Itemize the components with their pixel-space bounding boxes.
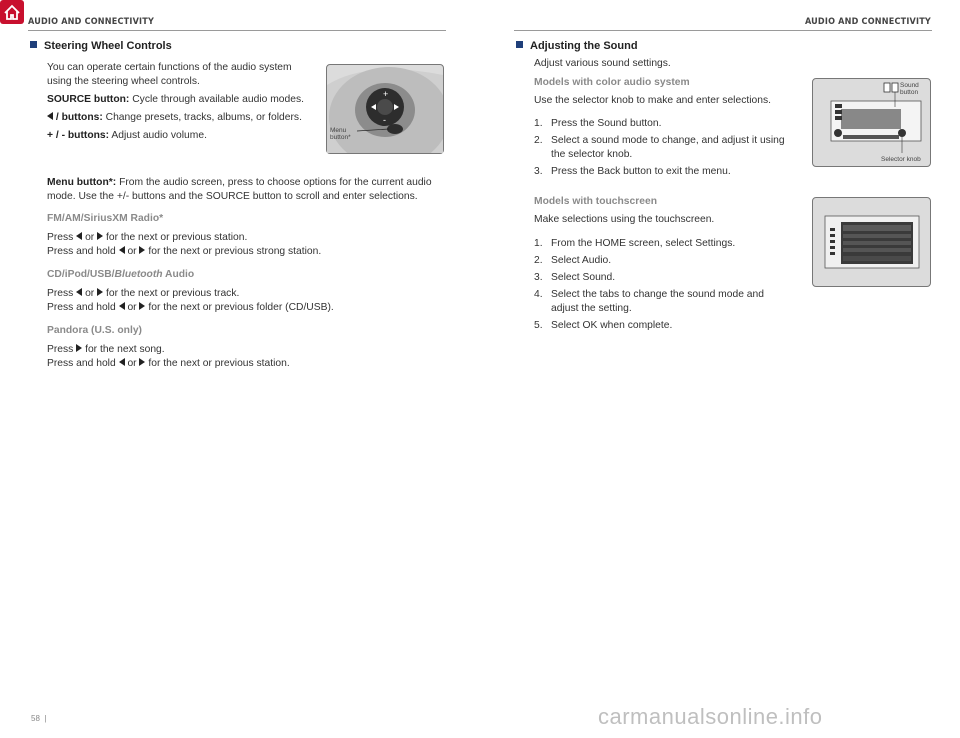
page-number-left: 58 | (31, 714, 47, 723)
right-arrow-icon (139, 302, 145, 310)
touch-step: 4. Select the tabs to change the sound mode and adjust the setting. (534, 289, 764, 314)
touch-step: 2. Select Audio. (534, 255, 612, 266)
bullet-icon (30, 41, 37, 48)
radio-heading: FM/AM/SiriusXM Radio* (47, 213, 164, 224)
touch-step: 5. Select OK when complete. (534, 320, 673, 331)
header-divider-left (28, 30, 446, 31)
touch-steps (534, 237, 794, 336)
right-arrow-icon (139, 246, 145, 254)
pandora-line-1: Press for the next song. (47, 344, 165, 355)
radio-block (47, 231, 445, 259)
right-arrow-icon (97, 288, 103, 296)
left-arrow-icon (119, 302, 125, 310)
touch-step: 1. From the HOME screen, select Settings. (534, 238, 736, 249)
sound-intro: Adjust various sound settings. (534, 58, 671, 69)
pandora-block (47, 343, 445, 371)
right-arrow-icon (139, 358, 145, 366)
touchscreen-illustration (813, 198, 930, 286)
color-steps (534, 117, 794, 182)
header-divider-right (514, 30, 932, 31)
right-arrow-icon (97, 232, 103, 240)
menu-button-caption: Menu button* (330, 127, 351, 141)
left-arrow-icon (47, 112, 53, 120)
steering-wheel-figure (326, 64, 444, 154)
color-step: 2. Select a sound mode to change, and adjust it using the selector knob. (534, 135, 785, 160)
menu-desc: Menu button*: From the audio screen, press to choose options for the current audio mode. Use the +/- buttons and the SOURCE button to scroll and enter selections. (47, 177, 432, 202)
pandora-heading: Pandora (U.S. only) (47, 325, 142, 336)
header-right: AUDIO AND CONNECTIVITY (804, 17, 931, 27)
watermark: carmanualsonline.info (598, 704, 823, 729)
steering-intro-block (47, 61, 312, 143)
bullet-icon (516, 41, 523, 48)
section-title-sound: Adjusting the Sound (516, 40, 638, 52)
touch-intro: Make selections using the touchscreen. (534, 214, 715, 225)
radio-line-1: Press or for the next or previous station. (47, 232, 248, 243)
cd-heading: CD/iPod/USB/Bluetooth Audio (47, 269, 195, 280)
touch-step: 3. Select Sound. (534, 272, 616, 283)
selector-knob-caption: Selector knob (881, 156, 921, 163)
color-audio-figure (812, 78, 931, 167)
right-arrow-icon (76, 344, 82, 352)
cd-line-2: Press and hold or for the next or previous folder (CD/USB). (47, 302, 334, 313)
sound-button-caption: Sound button (900, 82, 919, 96)
color-step: 3. Press the Back button to exit the menu. (534, 166, 731, 177)
left-arrow-icon (119, 358, 125, 366)
svg-text:+: + (383, 89, 389, 99)
radio-line-2: Press and hold or for the next or previous strong station. (47, 246, 322, 257)
touchscreen-figure (812, 197, 931, 287)
left-arrow-icon (76, 288, 82, 296)
menu-desc-block (47, 176, 445, 204)
pandora-line-2: Press and hold or for the next or previous station. (47, 358, 290, 369)
plusminus-desc: + / - buttons: Adjust audio volume. (47, 130, 207, 141)
svg-text:-: - (383, 115, 386, 125)
source-desc: SOURCE button: Cycle through available audio modes. (47, 94, 304, 105)
header-left: AUDIO AND CONNECTIVITY (28, 17, 155, 27)
section-title-steering: Steering Wheel Controls (30, 40, 172, 52)
cd-block (47, 287, 445, 315)
color-intro: Use the selector knob to make and enter selections. (534, 95, 771, 106)
steering-intro: You can operate certain functions of the audio system using the steering wheel controls. (47, 62, 292, 87)
cd-line-1: Press or for the next or previous track. (47, 288, 240, 299)
arrows-desc: / buttons: Change presets, tracks, albums, or folders. (47, 111, 312, 125)
home-icon[interactable] (0, 0, 24, 24)
touch-heading: Models with touchscreen (534, 196, 658, 207)
left-arrow-icon (119, 246, 125, 254)
color-heading: Models with color audio system (534, 77, 690, 88)
color-step: 1. Press the Sound button. (534, 118, 662, 129)
left-arrow-icon (76, 232, 82, 240)
